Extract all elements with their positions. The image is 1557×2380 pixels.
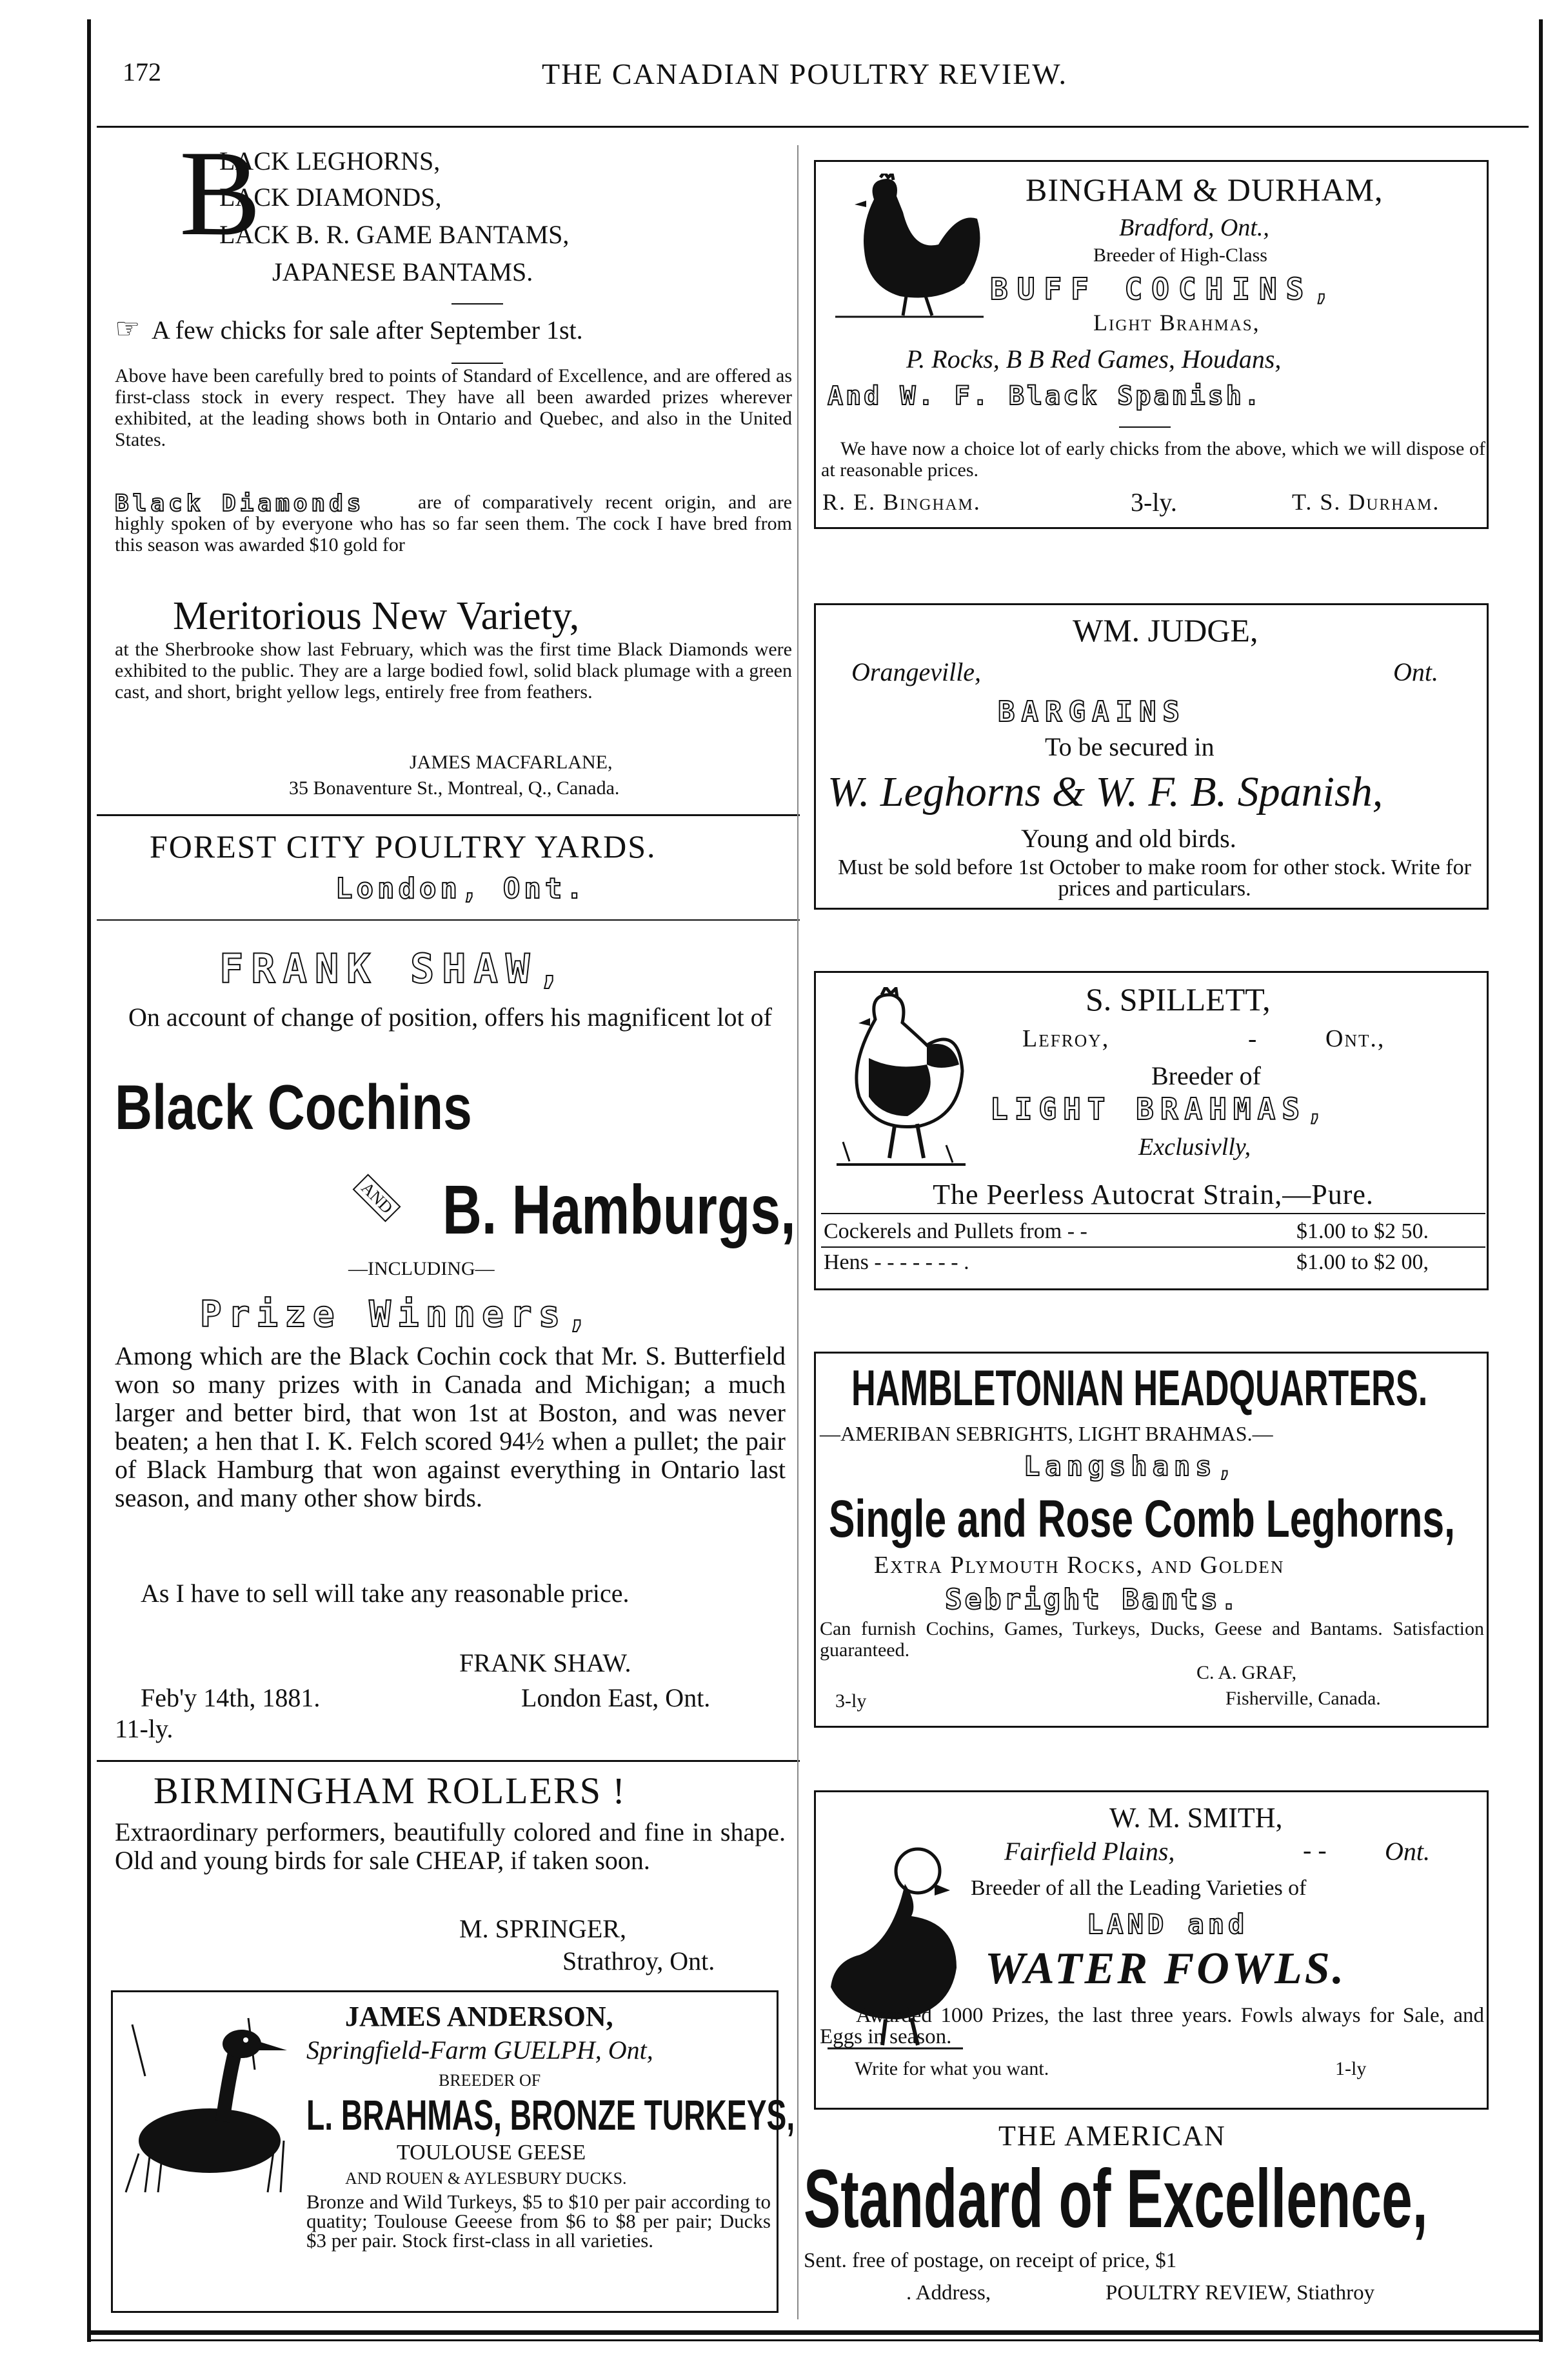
short-rule	[1119, 426, 1171, 428]
hambletonian-code: 3-ly	[835, 1690, 867, 1712]
breed-line-2: LACK DIAMONDS,	[219, 183, 442, 212]
spillett-dash: -	[1248, 1024, 1257, 1053]
short-rule	[451, 303, 503, 305]
prize-winners-heading: Prize Winners,	[200, 1294, 595, 1335]
bingham-signature-1: R. E. Bingham.	[822, 489, 981, 515]
hambletonian-name: C. A. GRAF,	[1196, 1662, 1297, 1683]
anderson-geese: TOULOUSE GEESE	[397, 2141, 586, 2165]
bingham-durham-advert	[814, 160, 1489, 529]
breed-line-4: JAPANESE BANTAMS.	[272, 257, 533, 286]
section-rule	[97, 1760, 800, 1762]
standard-review: POULTRY REVIEW, Stiathroy	[1106, 2281, 1375, 2305]
judge-secured: To be secured in	[1045, 732, 1215, 761]
water-fowls-heading: WATER FOWLS.	[985, 1944, 1347, 1994]
b-hamburgs-heading: B. Hamburgs,	[442, 1170, 796, 1248]
anderson-ducks: AND ROUEN & AYLESBURY DUCKS.	[345, 2169, 627, 2188]
birmingham-para: Extraordinary performers, beautifully colored and fine in shape. Old and young birds for sale CHEAP, if taken soon.	[115, 1817, 786, 1875]
macfarlane-para-1: Above have been carefully bred to points of Standard of Excellence, and are offered as first-class stock in every respect. They have all been awarded prizes wherever exhibited, at the leading shows both in Ontario and Quebec, and also in the United States.	[115, 365, 792, 450]
spillett-ont: Ont.,	[1325, 1025, 1385, 1052]
standard-big-heading: Standard of Excellence,	[804, 2153, 1428, 2245]
forest-city-para-2: As I have to sell will take any reasonable price.	[141, 1579, 630, 1608]
and-badge: AND	[353, 1174, 401, 1222]
anderson-name: JAMES ANDERSON,	[345, 2001, 613, 2032]
bingham-signature-2: T. S. Durham.	[1292, 489, 1440, 515]
standard-title: THE AMERICAN	[998, 2120, 1226, 2152]
bingham-code: 3-ly.	[1131, 488, 1177, 517]
header-rule	[97, 126, 1529, 128]
smith-para: Awarded 1000 Prizes, the last three years. Fowls always for Sale, and Eggs in season.	[820, 2004, 1484, 2048]
forest-city-date: Feb'y 14th, 1881.	[141, 1683, 321, 1712]
award-heading: Meritorious New Variety,	[173, 594, 580, 638]
breed-line-3: LACK B. R. GAME BANTAMS,	[219, 220, 570, 249]
judge-ont: Ont.	[1393, 657, 1438, 686]
anderson-big-heading: L. BRAHMAS, BRONZE TURKEYS,	[306, 2091, 795, 2139]
judge-place: Orangeville,	[851, 657, 982, 686]
judge-name: WM. JUDGE,	[1073, 612, 1258, 648]
judge-advert	[814, 603, 1489, 910]
section-rule	[97, 814, 800, 816]
rooster-icon	[829, 174, 990, 322]
including-label: —INCLUDING—	[348, 1258, 495, 1279]
section-rule	[97, 919, 800, 921]
judge-breeds: W. Leghorns & W. F. B. Spanish,	[828, 768, 1383, 815]
forest-city-place: London, Ont.	[335, 872, 587, 905]
spillett-advert	[814, 971, 1489, 1290]
bingham-place: Bradford, Ont.,	[1119, 214, 1269, 241]
hambletonian-place: Fisherville, Canada.	[1225, 1688, 1381, 1709]
smith-write: Write for what you want.	[855, 2058, 1049, 2079]
forest-city-title: FOREST CITY POULTRY YARDS.	[150, 828, 657, 865]
smith-advert	[814, 1790, 1489, 2110]
judge-para: Must be sold before 1st October to make room for other stock. Write for prices and particulars.	[838, 855, 1471, 901]
hambletonian-rocks: Extra Plymouth Rocks, and Golden	[874, 1552, 1285, 1579]
bingham-rocks: P. Rocks, B B Red Games, Houdans,	[906, 345, 1282, 374]
spillett-exclusive: Exclusivlly,	[1138, 1134, 1251, 1161]
birmingham-title: BIRMINGHAM ROLLERS !	[154, 1770, 626, 1812]
spillett-name: S. SPILLETT,	[1086, 981, 1271, 1017]
smith-ont: Ont.	[1385, 1837, 1430, 1866]
hambletonian-line: —AMERIBAN SEBRIGHTS, LIGHT BRAHMAS.—	[820, 1422, 1273, 1445]
sebright-heading: Sebright Bants.	[945, 1583, 1240, 1616]
forest-city-intro-1: On account of change of position, offers his magnificent lot of	[128, 1003, 772, 1032]
hambletonian-title: HAMBLETONIAN HEADQUARTERS.	[851, 1359, 1428, 1416]
land-heading: LAND and	[1087, 1908, 1249, 1940]
anderson-advert	[111, 1990, 795, 2313]
macfarlane-para-2: are of comparatively recent origin, and are highly spoken of by everyone who has so far seen them. The cock I have bred from this season was awarded $10 gold for	[115, 492, 792, 555]
birmingham-place: Strathroy, Ont.	[562, 1946, 715, 1975]
macfarlane-address: 35 Bonaventure St., Montreal, Q., Canada.	[289, 777, 620, 799]
spillett-strain: The Peerless Autocrat Strain,—Pure.	[933, 1179, 1374, 1210]
pointing-hand-icon: ☞	[115, 313, 141, 345]
page-header	[97, 57, 1522, 108]
light-brahmas-label: Light Brahmas,	[1093, 310, 1260, 335]
breed-line-1: LACK LEGHORNS,	[219, 146, 441, 175]
duck-icon	[119, 1999, 293, 2199]
price-row-1-value: $1.00 to $2 50.	[1296, 1219, 1429, 1243]
smith-breeder: Breeder of all the Leading Varieties of	[971, 1876, 1307, 1900]
black-diamonds-heading: Black Diamonds	[115, 490, 365, 517]
price-row-1-label: Cockerels and Pullets from - -	[824, 1219, 1087, 1243]
rooster-icon	[830, 987, 972, 1174]
hambletonian-advert	[814, 1352, 1489, 1728]
anderson-breeder-of: BREEDER OF	[439, 2071, 541, 2090]
langshans-heading: Langshans,	[1024, 1450, 1238, 1482]
frank-shaw-signature: FRANK SHAW.	[459, 1648, 631, 1677]
judge-young: Young and old birds.	[1021, 824, 1236, 853]
forest-city-para: Among which are the Black Cochin cock that Mr. S. Butterfield won so many prizes with in Canada and Michigan; a much larger and better bird, that won 1st at Boston, and was never beaten; a hen that I. K. Felch scored 94½ when a pullet; the pair of Black Hamburg that won against everything in Ontario last season, and many other show birds.	[115, 1341, 786, 1512]
page-frame-bottom	[87, 2330, 1543, 2335]
chicks-note: A few chicks for sale after September 1st.	[152, 315, 583, 345]
bingham-para: We have now a choice lot of early chicks from the above, which we will dispose of at reasonable prices.	[821, 438, 1485, 481]
price-row-2-label: Hens - - - - - - - .	[824, 1250, 969, 1274]
spillett-place: Lefroy,	[1022, 1025, 1110, 1052]
bingham-name: BINGHAM & DURHAM,	[1026, 172, 1383, 208]
forest-city-code: 11-ly.	[115, 1714, 174, 1743]
leghorns-heading: Single and Rose Comb Leghorns,	[829, 1490, 1455, 1548]
price-row-2-value: $1.00 to $2 00,	[1296, 1250, 1429, 1274]
smith-dash: - -	[1303, 1835, 1327, 1865]
bargains-heading: BARGAINS	[998, 695, 1186, 728]
birmingham-name: M. SPRINGER,	[459, 1914, 626, 1943]
bingham-breeder: Breeder of High-Class	[1093, 245, 1267, 266]
frank-shaw-heading: FRANK SHAW,	[219, 945, 570, 992]
hambletonian-para: Can furnish Cochins, Games, Turkeys, Ducks, Geese and Bantams. Satisfaction guaranteed.	[820, 1618, 1484, 1661]
anderson-para: Bronze and Wild Turkeys, $5 to $10 per pair according to quatity; Toulouse Geeese from $6 to $8 per pair; Ducks $3 per pair. Stock first-class in all varieties.	[306, 2190, 771, 2252]
forest-city-place-2: London East, Ont.	[521, 1683, 711, 1712]
drop-cap: B	[179, 126, 261, 261]
spillett-breeder: Breeder of	[1151, 1061, 1261, 1090]
standard-sent: Sent. free of postage, on receipt of price, $1	[804, 2249, 1177, 2272]
smith-code: 1-ly	[1335, 2058, 1367, 2079]
short-rule	[451, 363, 503, 364]
smith-name: W. M. SMITH,	[1109, 1802, 1283, 1834]
anderson-farm: Springfield-Farm GUELPH, Ont,	[306, 2035, 653, 2065]
black-cochins-heading: Black Cochins	[115, 1072, 472, 1143]
journal-title: THE CANADIAN POULTRY REVIEW.	[542, 57, 1067, 90]
smith-place: Fairfield Plains,	[1004, 1837, 1175, 1866]
spanish-heading: And W. F. Black Spanish.	[828, 381, 1262, 411]
column-divider	[797, 145, 798, 2319]
section-rule	[821, 1246, 1485, 1248]
buff-cochins-heading: BUFF COCHINS,	[990, 272, 1340, 306]
section-rule	[821, 1213, 1485, 1214]
standard-address: . Address,	[906, 2281, 991, 2305]
page-frame-bottom-rule	[87, 2339, 1543, 2341]
macfarlane-name: JAMES MACFARLANE,	[410, 752, 613, 773]
light-brahmas-heading: LIGHT BRAHMAS,	[990, 1092, 1331, 1126]
macfarlane-para-3: at the Sherbrooke show last February, which was the first time Black Diamonds were exhibited to the public. They are a large bodied fowl, solid black plumage with a green cast, and short, bright yellow legs, entirely free from feathers.	[115, 639, 792, 703]
page-number: 172	[123, 57, 161, 86]
